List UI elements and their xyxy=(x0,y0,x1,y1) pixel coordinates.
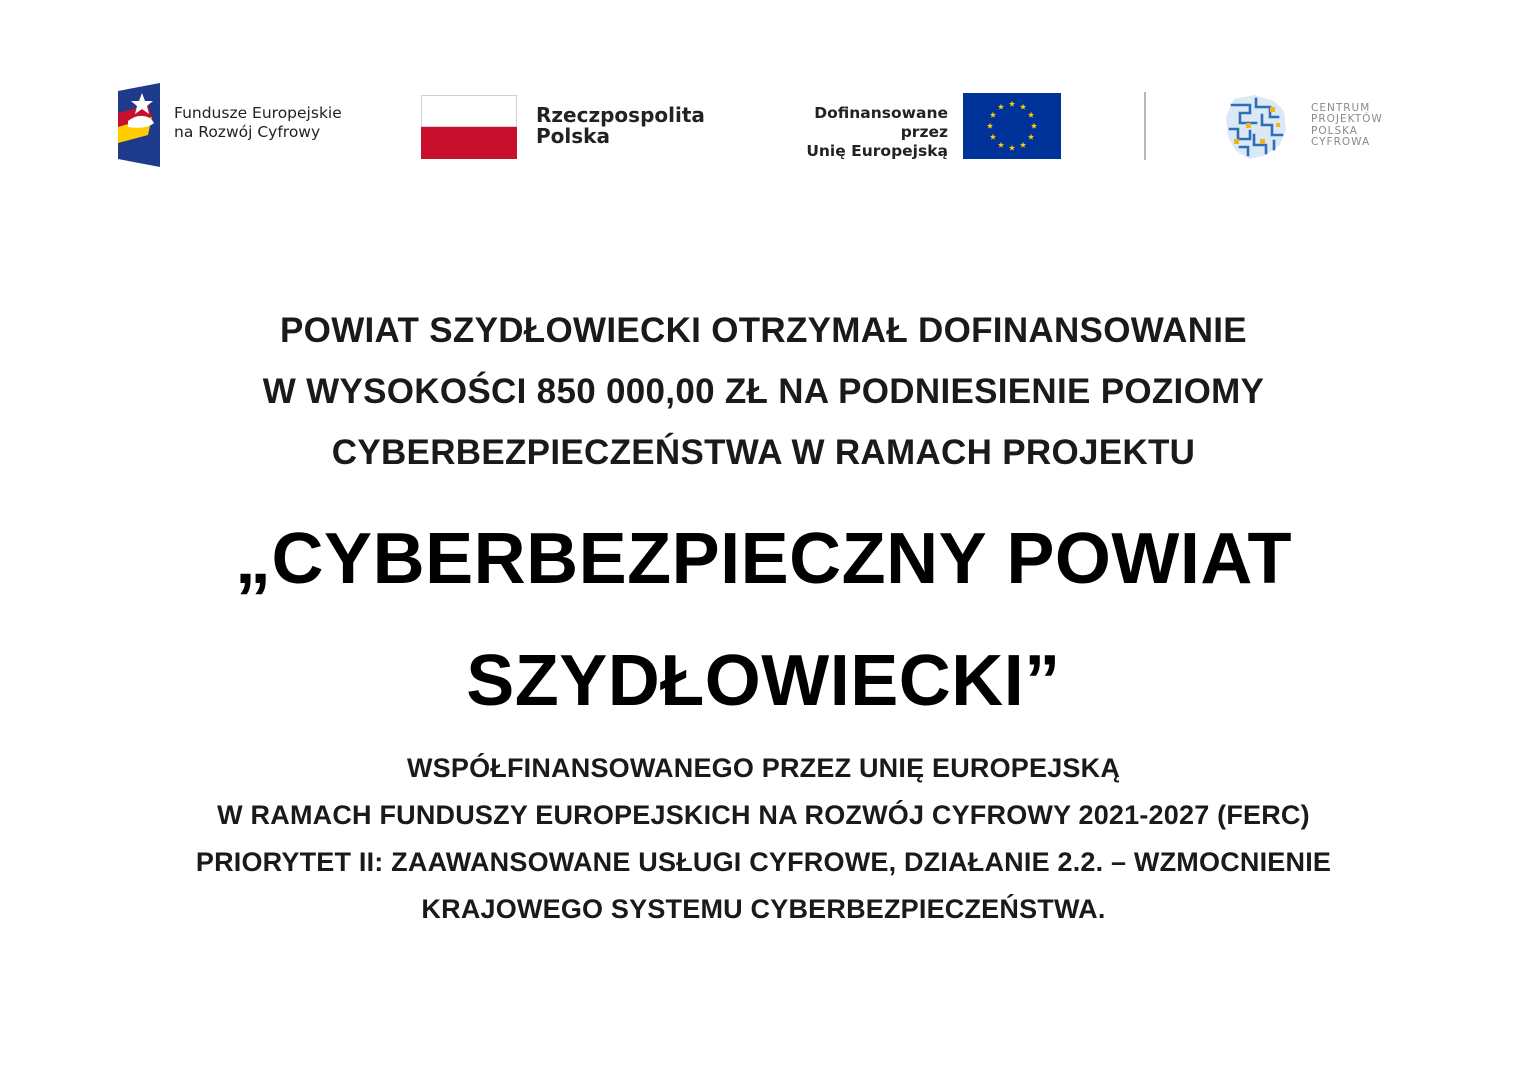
ue-logo-text xyxy=(762,104,948,161)
rp-logo-text xyxy=(536,105,705,147)
project-title xyxy=(0,498,1527,742)
logo-divider xyxy=(1144,92,1146,160)
announcement-heading xyxy=(0,300,1527,483)
fe-line2: na Rozwój Cyfrowy xyxy=(174,122,321,141)
heading-line-1: POWIAT SZYDŁOWIECKI OTRZYMAŁ DOFINANSOWANIE xyxy=(280,311,1247,350)
maze-map-icon xyxy=(1226,95,1288,159)
ue-line2: Unię Europejską xyxy=(806,141,948,160)
footer-line-2: W RAMACH FUNDUSZY EUROPEJSKICH NA ROZWÓJ CYFROWY 2021-2027 (FERC) xyxy=(217,800,1310,830)
cppc-logo-text xyxy=(1311,103,1383,148)
footer-line-3: PRIORYTET II: ZAAWANSOWANE USŁUGI CYFROWE, DZIAŁANIE 2.2. – WZMOCNIENIE xyxy=(195,847,1332,877)
funding-details xyxy=(0,745,1527,933)
fe-logo-text xyxy=(174,104,342,142)
rp-line1: Rzeczpospolita xyxy=(536,103,705,127)
heading-line-3: CYBERBEZPIECZEŃSTWA W RAMACH PROJEKTU xyxy=(331,433,1196,472)
polish-flag-icon xyxy=(421,95,517,159)
title-line-2: SZYDŁOWIECKI” xyxy=(466,641,1061,721)
heading-line-2: W WYSOKOŚCI 850 000,00 ZŁ NA PODNIESIENIE POZIOMY xyxy=(262,372,1265,411)
cppc-line4: CYFROWA xyxy=(1311,135,1371,148)
cppc-line1: CENTRUM xyxy=(1311,102,1371,114)
cppc-line3: POLSKA xyxy=(1311,124,1358,137)
fe-flag-icon xyxy=(118,83,162,167)
footer-line-4: KRAJOWEGO SYSTEMU CYBERBEZPIECZEŃSTWA. xyxy=(421,894,1106,924)
ue-line1: Dofinansowane przez xyxy=(814,104,948,141)
title-line-1: „CYBERBEZPIECZNY POWIAT xyxy=(235,519,1292,599)
rp-line2: Polska xyxy=(536,124,610,148)
cppc-line2: PROJEKTÓW xyxy=(1311,113,1383,126)
eu-flag-icon xyxy=(963,93,1061,159)
logo-bar xyxy=(0,0,1527,200)
footer-line-1: WSPÓŁFINANSOWANEGO PRZEZ UNIĘ EUROPEJSKĄ xyxy=(406,753,1121,783)
fe-line1: Fundusze Europejskie xyxy=(174,104,342,122)
